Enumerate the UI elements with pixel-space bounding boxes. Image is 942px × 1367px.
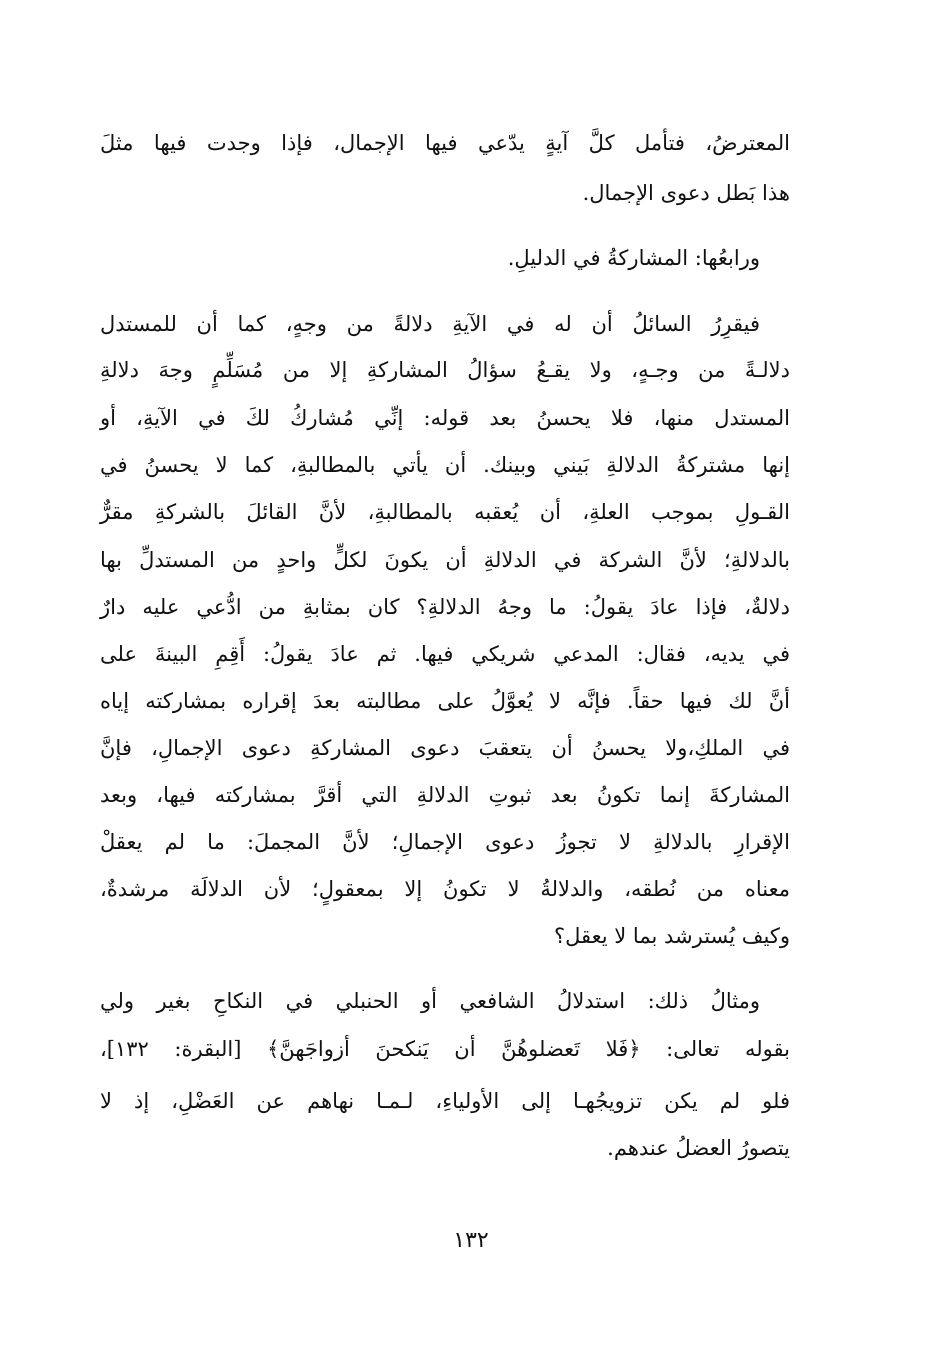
text-line: فيقرِرُ السائلُ أن له في الآيةِ دلالةً من وجهٍ، كما أن للمستدل	[100, 312, 760, 336]
text-line: هذا بَطل دعوى الإجمال.	[582, 181, 790, 205]
text-line: دلالةٌ، فإذا عادَ يقولُ: ما وجهُ الدلالةِ؟ كان بمثابةِ من ادُّعي عليه دارٌ	[100, 595, 790, 619]
text-line: إنها مشتركةُ الدلالةِ بَيني وبينك. أن يأتي بالمطالبةِ، كما لا يحسنُ في	[100, 453, 790, 477]
text-line: الإقرارِ بالدلالةِ لا تجوزُ دعوى الإجمالِ؛ لأنَّ المجملَ: ما لم يعقلْ	[100, 830, 790, 854]
text-line: يتصورُ العضلُ عندهم.	[607, 1136, 790, 1160]
text-line: دلالـةً من وجـهٍ، ولا يقـعُ سؤالُ المشاركةِ إلا من مُسَلِّمٍ وجهَ دلالةِ	[100, 358, 790, 382]
text-line: المستدل منها، فلا يحسنُ بعد قوله: إنِّي مُشاركُ لكَ في الآيةِ، أو	[100, 406, 790, 430]
text-line: بالدلالةِ؛ لأنَّ الشركة في الدلالةِ أن يكونَ لكلٍّ واحدٍ من المستدلِّ بها	[100, 548, 790, 572]
text-line: ومثالُ ذلك: استدلالُ الشافعي أو الحنبلي في النكاحِ بغير ولي	[100, 989, 760, 1013]
text-line: وكيف يُسترشد بما لا يعقل؟	[553, 924, 790, 948]
text-line: معناه من نُطقه، والدلالةُ لا تكونُ إلا بمعقولٍ؛ لأن الدلالَة مرشدةٌ،	[100, 877, 790, 901]
text-line: في الملكِ،ولا يحسنُ أن يتعقبَ دعوى المشاركةِ دعوى الإجمالِ، فإنَّ	[100, 736, 790, 760]
text-line: فلو لم يكن تزويجُهـا إلى الأولياءِ، لـمـا نهاهم عن العَضْلِ، إذ لا	[100, 1089, 790, 1113]
text-line: أنَّ لك فيها حقاً. فإنَّه لا يُعوَّلُ على مطالبته بعدَ إقراره بمشاركته إياه	[100, 689, 790, 713]
text-line: القـولِ بموجب العلةِ، أن يُعقبه بالمطالبةِ، لأنَّ القائلَ بالشركةِ مقرٌّ	[100, 500, 790, 524]
text-line: المعترضُ، فتأمل كلَّ آيةٍ يدّعي فيها الإجمال، فإذا وجدت فيها مثلَ	[100, 131, 790, 155]
page-number: ١٣٢	[453, 1228, 489, 1253]
text-line: بقوله تعالى: ﴿فَلا تَعضلوهُنَّ أن يَنكحنَ أزواجَهنَّ﴾ [البقرة: ١٣٢]،	[100, 1037, 790, 1061]
text-line: المشاركةَ إنما تكونُ بعد ثبوتِ الدلالةِ التي أقرَّ بمشاركته فيها، وبعد	[100, 783, 791, 807]
text-line: في يديه، فقال: المدعي شريكي فيها. ثم عادَ يقولُ: أَقِمِ البينةَ على	[100, 642, 790, 666]
text-line: ورابعُها: المشاركةُ في الدليلِ.	[507, 246, 760, 270]
